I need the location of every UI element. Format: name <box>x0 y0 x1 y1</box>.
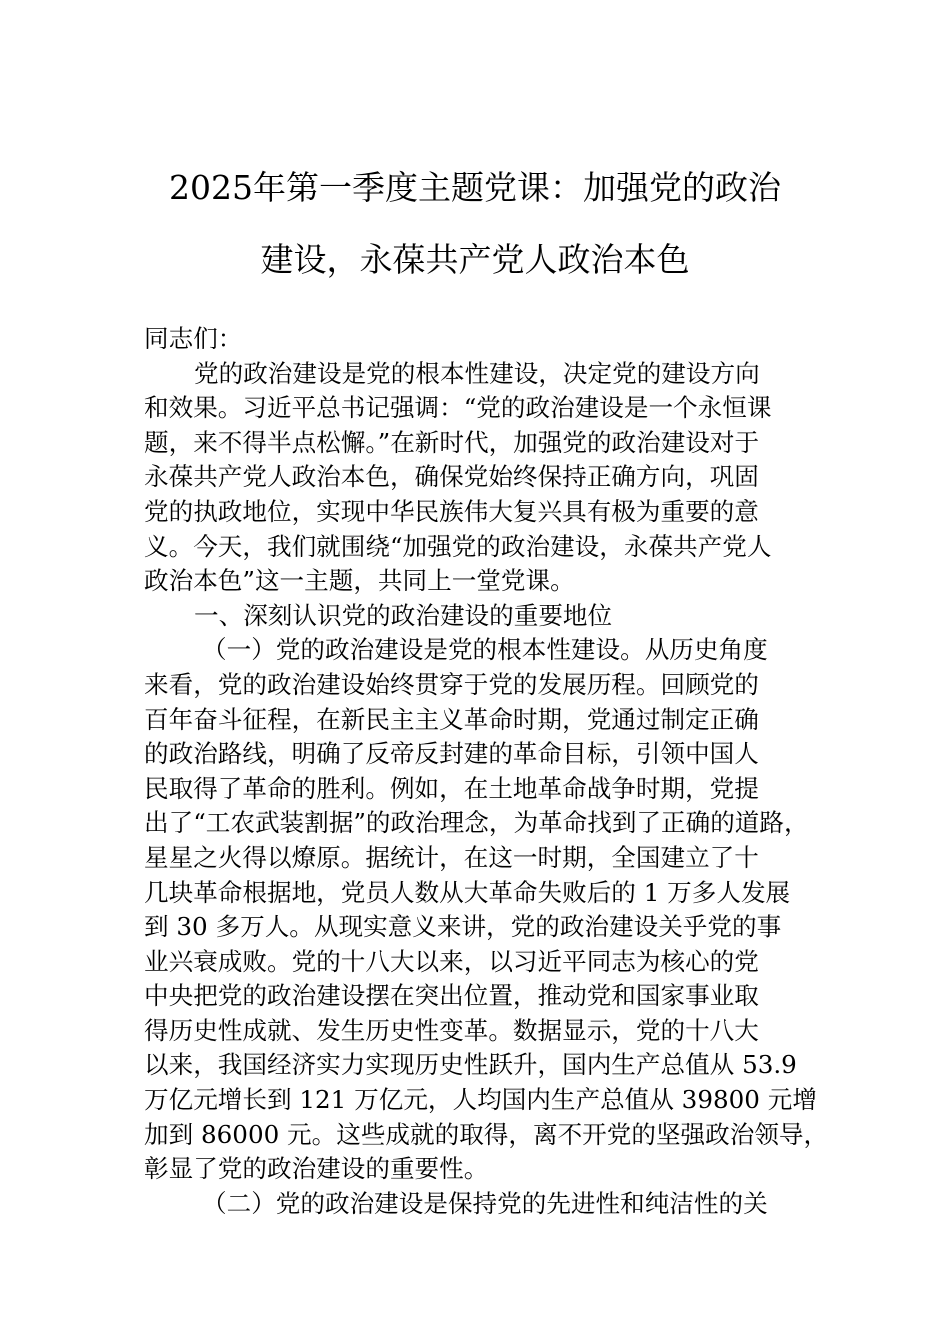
salutation: 同志们： <box>144 324 243 353</box>
paragraph-line: 彰显了党的政治建设的重要性。 <box>144 1154 489 1184</box>
paragraph-line: 永葆共产党人政治本色，确保党始终保持正确方向，巩固 <box>144 462 759 492</box>
paragraph-line: 出了“工农武装割据”的政治理念，为革命找到了正确的道路， <box>144 808 809 838</box>
paragraph-line: 中央把党的政治建设摆在突出位置，推动党和国家事业取 <box>144 981 759 1011</box>
paragraph-line: 以来，我国经济实力实现历史性跃升，国内生产总值从 53.9 <box>144 1050 797 1080</box>
paragraph-line: 的政治路线，明确了反帝反封建的革命目标，引领中国人 <box>144 739 759 769</box>
paragraph-intro <box>144 357 844 599</box>
paragraph-line: 来看，党的政治建设始终贯穿于党的发展历程。回顾党的 <box>144 669 759 699</box>
paragraph-line: 和效果。习近平总书记强调：“党的政治建设是一个永恒课 <box>144 393 772 423</box>
paragraph-2-first-line: （二）党的政治建设是保持党的先进性和纯洁性的关 <box>202 1188 768 1218</box>
paragraph-line: 得历史性成就、发生历史性变革。数据显示，党的十八大 <box>144 1015 759 1045</box>
section-heading: 一、深刻认识党的政治建设的重要地位 <box>194 600 613 630</box>
paragraph-line: 万亿元增长到 121 万亿元，人均国内生产总值从 39800 元增 <box>144 1085 817 1115</box>
document-title-line-2: 建设，永葆共产党人政治本色 <box>260 240 690 279</box>
document-title-line-1: 2025年第一季度主题党课：加强党的政治 <box>169 168 781 207</box>
paragraph-line: （一）党的政治建设是党的根本性建设。从历史角度 <box>202 635 768 665</box>
paragraph-line: 业兴衰成败。党的十八大以来，以习近平同志为核心的党 <box>144 946 759 976</box>
paragraph-line: 加到 86000 元。这些成就的取得，离不开党的坚强政治领导， <box>144 1119 829 1149</box>
paragraph-line: 星星之火得以燎原。据统计，在这一时期，全国建立了十 <box>144 842 759 872</box>
paragraph-line: 题，来不得半点松懈。”在新时代，加强党的政治建设对于 <box>144 427 760 457</box>
paragraph-line: 政治本色”这一主题，共同上一堂党课。 <box>144 566 575 596</box>
paragraph-line: 民取得了革命的胜利。例如，在土地革命战争时期，党提 <box>144 773 759 803</box>
paragraph-line: 义。今天，我们就围绕“加强党的政治建设，永葆共产党人 <box>144 531 772 561</box>
paragraph-line: 几块革命根据地，党员人数从大革命失败后的 1 万多人发展 <box>144 877 791 907</box>
paragraph-line: 党的执政地位，实现中华民族伟大复兴具有极为重要的意 <box>144 496 759 526</box>
paragraph-line: 百年奋斗征程，在新民主主义革命时期，党通过制定正确 <box>144 704 759 734</box>
paragraph-1 <box>144 633 844 1187</box>
paragraph-line: 到 30 多万人。从现实意义来讲，党的政治建设关乎党的事 <box>144 912 782 942</box>
paragraph-line: 党的政治建设是党的根本性建设，决定党的建设方向 <box>194 358 760 388</box>
document-body <box>144 322 844 1221</box>
